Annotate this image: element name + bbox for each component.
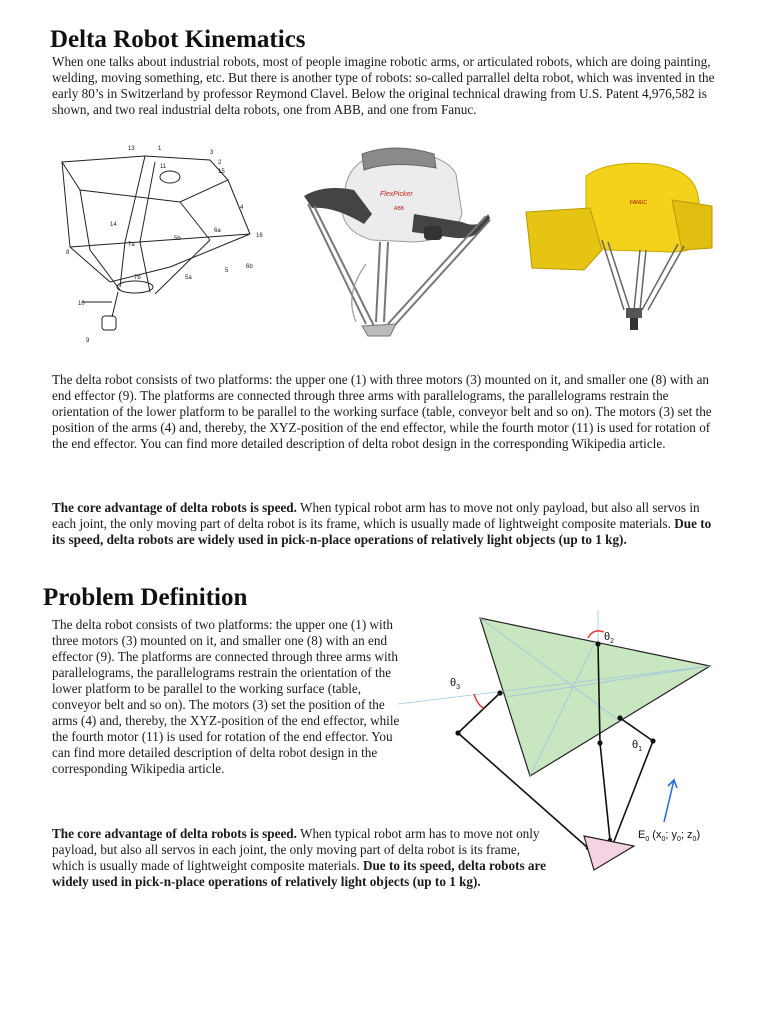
advantage-text: When typical robot arm has to move not only payload, but also all servos in each joint, the only moving part of delta robot is its frame, which is usually made of lightweight composite materials.	[52, 500, 700, 531]
fanuc-logo: FANUC	[630, 200, 647, 206]
patent-label: 4	[240, 205, 244, 211]
theta3-label: $\theta_3$	[450, 677, 461, 691]
patent-label: 7a	[128, 242, 135, 248]
advantage-bold-tail: Due to its speed, delta robots are widely used in pick-n-place operations of relatively light objects (up to 1 kg).	[52, 516, 712, 547]
patent-label: 13	[128, 146, 135, 152]
patent-upper-frame	[62, 156, 228, 202]
problem-heading: Problem Definition	[43, 584, 248, 611]
patent-label: 9	[86, 338, 90, 344]
patent-label: 15	[218, 169, 225, 175]
patent-label: 8	[66, 250, 70, 256]
patent-label: 1	[158, 146, 162, 152]
patent-label: 7b	[134, 275, 141, 281]
patent-label: 5a	[185, 275, 192, 281]
theta1-label: $\theta_1$	[632, 739, 643, 753]
problem-advantage-text: When typical robot arm has to move not only payload, but also all servos in each joint, the only moving part of delta robot is its frame, which is usually made of lightweight composite materials.	[52, 826, 540, 873]
problem-advantage-bold-lead: The core advantage of delta robots is speed.	[52, 826, 297, 841]
patent-label: 2	[218, 160, 222, 166]
intro-paragraph: When one talks about industrial robots, most of people imagine robotic arms, or articulated robots, which are doing painting, welding, moving something, etc. But there is another type of robots: so-called parrallel delta robot, which was invented in the early 80’s in Switzerland by professor Reymond Clavel. Below the original technical drawing from U.S. Patent 4,976,582 is shown, and two real industrial delta robots, one from ABB, and one from Fanuc.	[52, 54, 715, 117]
patent-label: 3	[210, 150, 214, 156]
end-effector-triangle	[584, 836, 634, 870]
abb-robot-image	[284, 144, 500, 344]
description-paragraph: The delta robot consists of two platforms: the upper one (1) with three motors (3) mounted on it, and smaller one (8) with an end effector (9). The platforms are connected through three arms with parallelograms, the parallelograms restrain the orientation of the lower platform to be parallel to the working surface (table, conveyor belt and so on). The motors (3) set the position of the arms (4) and, thereby, the XYZ-position of the end effector, while the fourth motor (11) is used for rotation of the end effector. You can find more detailed description of delta robot design in the corresponding Wikipedia article.	[52, 372, 712, 451]
abb-flexpicker-logo: FlexPicker	[380, 191, 413, 198]
patent-label: 16	[256, 233, 263, 239]
advantage-bold-lead: The core advantage of delta robots is speed.	[52, 500, 297, 515]
patent-label: 5	[225, 268, 229, 274]
abb-robot-body	[304, 148, 490, 242]
z-axis-arrow	[664, 780, 674, 822]
upper-platform-triangle	[480, 618, 710, 776]
patent-label: 10	[78, 301, 85, 307]
patent-label: 5b	[174, 236, 181, 242]
end-effector-coordinates-label: $E_0$ ($x_0$; $y_0$; $z_0$)	[638, 829, 701, 843]
theta2-label: $\theta_2$	[604, 631, 615, 645]
patent-label: 14	[110, 222, 117, 228]
fanuc-robot-body	[526, 163, 712, 270]
problem-paragraph: The delta robot consists of two platforms: the upper one (1) with three motors (3) mounted on it, and smaller one (8) with an end effector (9). The platforms are connected through three arms with parallelograms, the parallelograms restrain the orientation of the lower platform to be parallel to the working surface (table, conveyor belt and so on). The motors (3) set the position of the arms (4) and, thereby, the XYZ-position of the end effector, while the fourth motor (11) is used for rotation of the end effector. You can find more detailed description of delta robot design in the corresponding Wikipedia article.	[52, 617, 400, 776]
abb-logo: ABB	[394, 206, 405, 212]
kinematics-diagram	[398, 608, 728, 888]
problem-advantage-bold-tail: Due to its speed, delta robots are widely used in pick-n-place operations of relatively light objects (up to 1 kg).	[52, 858, 546, 889]
patent-drawing	[50, 142, 270, 347]
patent-label: 11	[160, 164, 167, 170]
patent-label: 6b	[246, 264, 253, 270]
patent-label: 6a	[214, 228, 221, 234]
fanuc-robot-image	[522, 160, 718, 336]
advantage-paragraph	[52, 500, 724, 548]
page-title: Delta Robot Kinematics	[50, 26, 306, 53]
